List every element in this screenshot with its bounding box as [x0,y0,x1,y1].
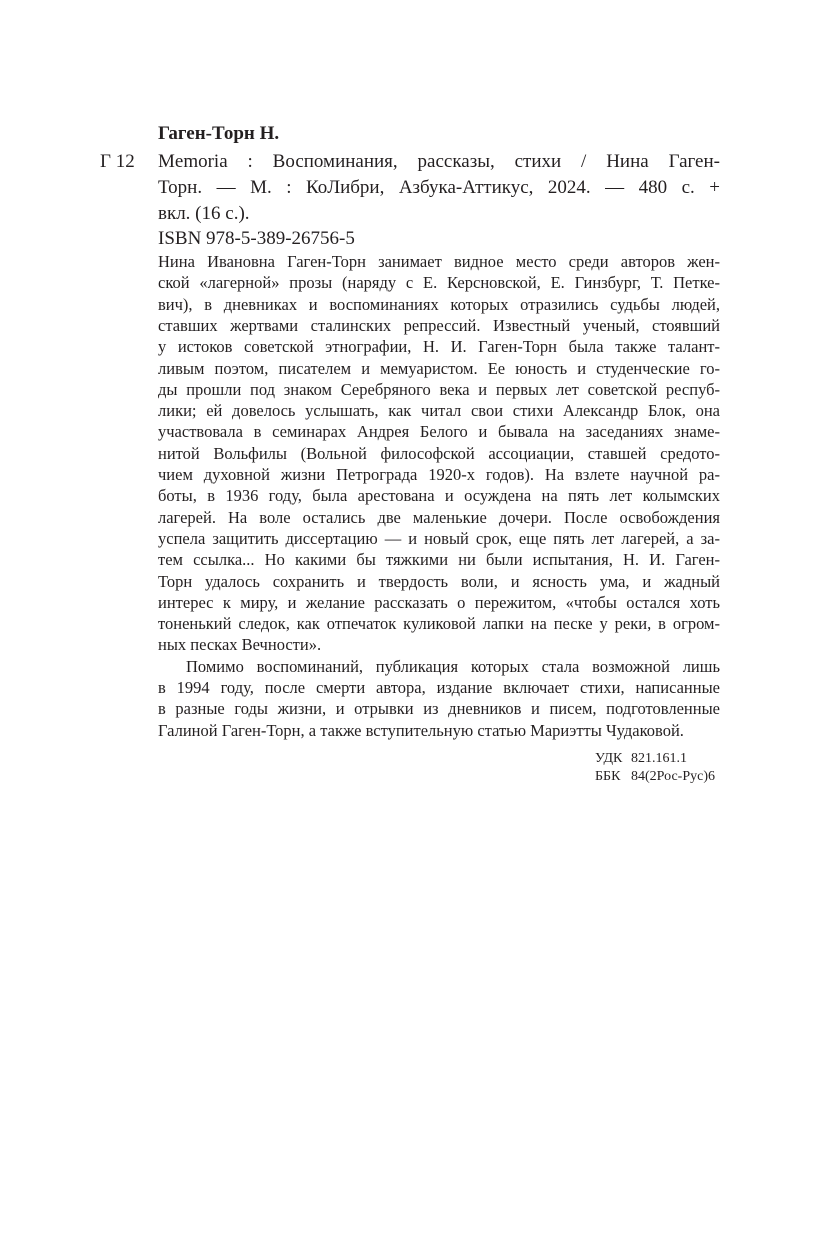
bbk-label: ББК [595,769,621,784]
annotation-line: ливым поэтом, писателем и мемуаристом. Ее юность и студенческие го- [158,358,720,378]
annotation-line: у истоков советской этнографии, Н. И. Гаген-Торн была также талант- [158,337,720,357]
annotation-line: Галиной Гаген-Торн, а также вступительную статью Мариэтты Чудаковой. [158,720,684,740]
annotation-line: лики; ей довелось услышать, как читал свои стихи Александр Блок, она [158,401,720,421]
annotation-line: Нина Ивановна Гаген-Торн занимает видное место среди авторов жен- [158,252,720,271]
annotation-line: ставших жертвами сталинских репрессий. Известный ученый, стоявший [158,315,720,335]
annotation-line: чием духовной жизни Петрограда 1920-х годов). На взлете научной ра- [158,465,720,484]
annotation-line: ской «лагерной» прозы (наряду с Е. Керсновской, Е. Гинзбург, Т. Петке- [158,273,720,293]
annotation-line: ды прошли под знаком Серебряного века и первых лет советской респуб- [158,379,720,399]
author-heading: Гаген-Торн Н. [158,123,280,144]
udk-value: 821.161.1 [631,751,687,766]
annotation-line: нитой Вольфилы (Вольной философской ассоциации, ставшей средото- [158,443,720,463]
annotation-line: в 1994 году, после смерти автора, издание включает стихи, написанные [158,678,720,697]
bbk-classification [595,768,715,786]
udk-label: УДК [595,751,623,766]
bbk-value: 84(2Рос-Рус)6 [631,769,715,784]
annotation-line: ных песках Вечности». [158,635,322,655]
bibliographic-line: Memoria : Воспоминания, рассказы, стихи / Нина Гаген- [158,151,720,172]
udk-classification [595,750,687,768]
author-index-code: Г 12 [100,151,135,172]
annotation-line: вич), в дневниках и воспоминаниях которых отразились судьбы людей, [158,294,720,314]
annotation-line: в разные годы жизни, и отрывки из дневников и писем, подготовленные [158,699,720,719]
isbn: ISBN 978-5-389-26756-5 [158,228,355,249]
annotation-line: тоненький следок, как отпечаток куликовой лапки на песке у реки, в огром- [158,614,720,634]
annotation-line: успела защитить диссертацию — и новый срок, еще пять лет лагерей, а за- [158,528,720,548]
annotation-line: интерес к миру, и желание рассказать о пережитом, «чтобы остался хоть [158,592,720,612]
annotation-line: тем ссылка... Но какими бы тяжкими ни были испытания, Н. И. Гаген- [158,550,720,570]
annotation-line: Помимо воспоминаний, публикация которых стала возможной лишь [186,656,720,676]
bibliographic-line: Торн. — М. : КоЛибри, Азбука-Аттикус, 2024. — 480 с. + [158,177,720,198]
bibliographic-line: вкл. (16 с.). [158,203,250,224]
annotation-line: участвовала в семинарах Андрея Белого и бывала на заседаниях знаме- [158,422,720,442]
annotation-line: лагерей. На воле остались две маленькие дочери. После освобождения [158,507,720,527]
annotation-line: боты, в 1936 году, была арестована и осуждена на пять лет колымских [158,486,720,506]
annotation-line: Торн удалось сохранить и твердость воли, и ясность ума, и жадный [158,571,720,591]
